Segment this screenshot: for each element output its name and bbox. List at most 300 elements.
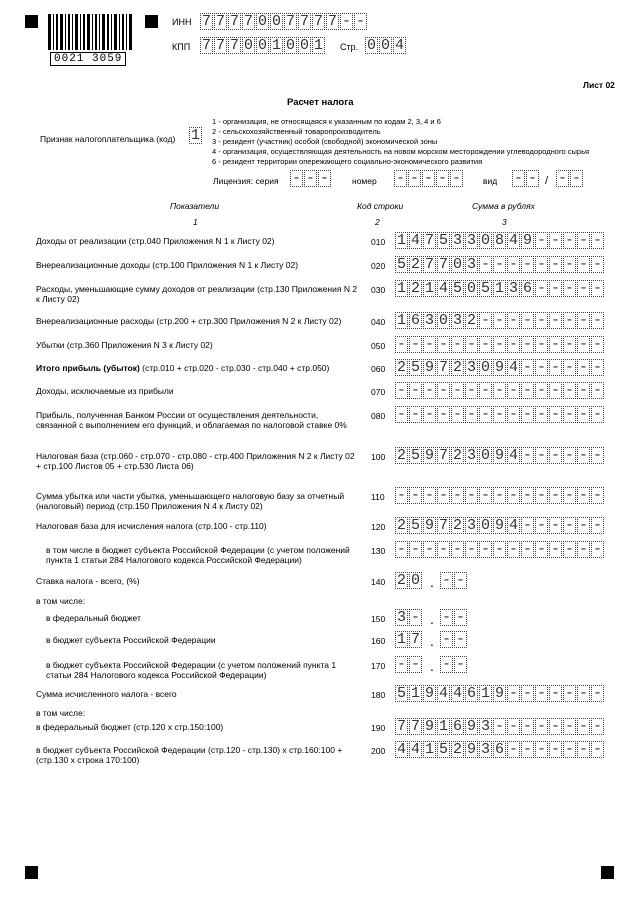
digit-cell: 7 bbox=[243, 13, 253, 30]
digit-cell: - bbox=[592, 232, 602, 249]
license-number-label: номер bbox=[352, 176, 377, 186]
digit-cell: - bbox=[550, 336, 560, 353]
digit-cell: - bbox=[452, 382, 462, 399]
corner-marker-bottom-left bbox=[25, 866, 38, 879]
digit-cell: - bbox=[536, 336, 546, 353]
digit-cell: 3 bbox=[452, 232, 462, 249]
license-slash: / bbox=[545, 175, 549, 187]
digit-cell: 7 bbox=[438, 517, 448, 534]
row-code: 160 bbox=[371, 636, 386, 646]
digit-cell: - bbox=[396, 656, 406, 673]
sheet-label: Лист 02 bbox=[583, 80, 615, 90]
column-number-3: 3 bbox=[502, 217, 507, 227]
digit-cell: 0 bbox=[243, 37, 253, 54]
digit-cell: 7 bbox=[201, 37, 211, 54]
digit-cell: - bbox=[455, 656, 465, 673]
row-label-text: в том числе в бюджет субъекта Российской Федерации (с учетом положений пункта 1 статьи 284 Налогового кодекса Российской Федерации) bbox=[46, 545, 350, 565]
digit-cell: - bbox=[410, 406, 420, 423]
digit-cell: 7 bbox=[229, 13, 239, 30]
license-number-cells bbox=[394, 170, 464, 187]
row-label-text: Ставка налога - всего, (%) bbox=[36, 576, 140, 586]
digit-cell: - bbox=[527, 170, 537, 187]
digit-cell: - bbox=[452, 406, 462, 423]
digit-cell: - bbox=[564, 280, 574, 297]
digit-cell: - bbox=[550, 517, 560, 534]
amount-cells bbox=[395, 487, 605, 504]
digit-cell: - bbox=[508, 487, 518, 504]
digit-cell: 2 bbox=[396, 517, 406, 534]
row-code: 050 bbox=[371, 341, 386, 351]
row-code: 200 bbox=[371, 746, 386, 756]
digit-cell: - bbox=[578, 447, 588, 464]
row-label bbox=[46, 660, 358, 680]
digit-cell: - bbox=[578, 487, 588, 504]
digit-cell: - bbox=[557, 170, 567, 187]
digit-cell: - bbox=[480, 336, 490, 353]
amount-cells bbox=[395, 517, 605, 534]
digit-cell: 9 bbox=[494, 685, 504, 702]
digit-cell: - bbox=[564, 685, 574, 702]
row-label bbox=[36, 236, 358, 246]
row-label bbox=[36, 260, 358, 270]
digit-cell: - bbox=[438, 541, 448, 558]
digit-cell: 3 bbox=[466, 256, 476, 273]
digit-cell: 5 bbox=[452, 280, 462, 297]
digit-cell: 9 bbox=[494, 517, 504, 534]
digit-cell: - bbox=[522, 741, 532, 758]
digit-cell: - bbox=[441, 631, 451, 648]
rate-fraction-cells bbox=[440, 631, 468, 648]
digit-cell: 9 bbox=[522, 232, 532, 249]
row-label-text: Доходы от реализации (стр.040 Приложения N 1 к Листу 02) bbox=[36, 236, 275, 246]
decimal-point: . bbox=[430, 611, 434, 627]
digit-cell: - bbox=[592, 359, 602, 376]
license-series-label: Лицензия: серия bbox=[213, 176, 279, 186]
digit-cell: - bbox=[522, 685, 532, 702]
amount-cells bbox=[395, 741, 605, 758]
digit-cell: - bbox=[480, 406, 490, 423]
row-label-text: в бюджет субъекта Российской Федерации bbox=[46, 635, 216, 645]
digit-cell: - bbox=[480, 487, 490, 504]
digit-cell: 0 bbox=[410, 572, 420, 589]
digit-cell: - bbox=[424, 336, 434, 353]
digit-cell: 0 bbox=[466, 280, 476, 297]
digit-cell: - bbox=[536, 382, 546, 399]
row-label-text: в федеральный бюджет (стр.120 x стр.150:100) bbox=[36, 722, 224, 732]
digit-cell: 4 bbox=[396, 741, 406, 758]
taxpayer-legend bbox=[212, 117, 589, 167]
digit-cell: 2 bbox=[452, 447, 462, 464]
digit-cell: 4 bbox=[410, 232, 420, 249]
digit-cell: - bbox=[578, 541, 588, 558]
digit-cell: - bbox=[564, 359, 574, 376]
row-code: 130 bbox=[371, 546, 386, 556]
row-label bbox=[46, 613, 358, 623]
digit-cell: 5 bbox=[410, 517, 420, 534]
digit-cell: - bbox=[592, 280, 602, 297]
digit-cell: - bbox=[452, 487, 462, 504]
digit-cell: 5 bbox=[438, 741, 448, 758]
decimal-point: . bbox=[430, 658, 434, 674]
amount-cells bbox=[395, 718, 605, 735]
row-label bbox=[36, 596, 358, 606]
digit-cell: 7 bbox=[396, 718, 406, 735]
digit-cell: - bbox=[410, 609, 420, 626]
column-number-1: 1 bbox=[193, 217, 198, 227]
amount-cells bbox=[395, 447, 605, 464]
digit-cell: - bbox=[466, 336, 476, 353]
row-label-text: Внереализационные расходы (стр.200 + стр.300 Приложения N 2 к Листу 02) bbox=[36, 316, 342, 326]
digit-cell: 7 bbox=[215, 13, 225, 30]
digit-cell: - bbox=[494, 487, 504, 504]
barcode-number: 0021 3059 bbox=[50, 52, 126, 66]
digit-cell: - bbox=[550, 312, 560, 329]
digit-cell: - bbox=[522, 487, 532, 504]
digit-cell: 3 bbox=[452, 312, 462, 329]
decimal-point: . bbox=[430, 633, 434, 649]
rate-integer-cells bbox=[395, 656, 423, 673]
digit-cell: - bbox=[564, 312, 574, 329]
digit-cell: - bbox=[550, 685, 560, 702]
digit-cell: 5 bbox=[480, 280, 490, 297]
row-label bbox=[36, 451, 358, 471]
legend-line: 4 - организация, осуществляющая деятельность на новом морском месторождении углеводородного сырья bbox=[212, 147, 590, 156]
digit-cell: - bbox=[455, 572, 465, 589]
digit-cell: 3 bbox=[480, 741, 490, 758]
digit-cell: - bbox=[536, 541, 546, 558]
digit-cell: - bbox=[452, 336, 462, 353]
row-label bbox=[36, 722, 358, 732]
digit-cell: 0 bbox=[257, 37, 267, 54]
row-label-text: в том числе: bbox=[36, 596, 86, 606]
digit-cell: 7 bbox=[327, 13, 337, 30]
digit-cell: - bbox=[536, 718, 546, 735]
column-number-2: 2 bbox=[375, 217, 380, 227]
digit-cell: 6 bbox=[522, 280, 532, 297]
digit-cell: - bbox=[550, 718, 560, 735]
amount-cells bbox=[395, 280, 605, 297]
digit-cell: 9 bbox=[424, 447, 434, 464]
row-label bbox=[36, 521, 358, 531]
row-code: 110 bbox=[371, 492, 385, 502]
digit-cell: - bbox=[578, 359, 588, 376]
digit-cell: - bbox=[536, 359, 546, 376]
rate-integer-cells bbox=[395, 631, 423, 648]
digit-cell: 7 bbox=[285, 13, 295, 30]
digit-cell: - bbox=[508, 336, 518, 353]
digit-cell: - bbox=[550, 487, 560, 504]
digit-cell: - bbox=[508, 741, 518, 758]
digit-cell: 2 bbox=[452, 517, 462, 534]
digit-cell: - bbox=[438, 336, 448, 353]
digit-cell: - bbox=[578, 718, 588, 735]
digit-cell: - bbox=[564, 718, 574, 735]
digit-cell: 2 bbox=[396, 359, 406, 376]
digit-cell: 7 bbox=[299, 13, 309, 30]
digit-cell: - bbox=[522, 541, 532, 558]
digit-cell: - bbox=[564, 541, 574, 558]
digit-cell: 4 bbox=[438, 685, 448, 702]
column-header-line-code: Код строки bbox=[357, 201, 404, 211]
kpp-cells bbox=[200, 37, 326, 54]
digit-cell: - bbox=[396, 541, 406, 558]
row-code: 120 bbox=[371, 522, 386, 532]
digit-cell: 5 bbox=[396, 685, 406, 702]
taxpayer-code-cell bbox=[189, 127, 203, 144]
digit-cell: - bbox=[480, 382, 490, 399]
digit-cell: - bbox=[291, 170, 301, 187]
digit-cell: - bbox=[536, 232, 546, 249]
digit-cell: - bbox=[508, 256, 518, 273]
digit-cell: - bbox=[441, 656, 451, 673]
row-label bbox=[36, 363, 358, 373]
digit-cell: - bbox=[592, 336, 602, 353]
row-label-text: в федеральный бюджет bbox=[46, 613, 141, 623]
row-code: 070 bbox=[371, 387, 386, 397]
digit-cell: 7 bbox=[410, 631, 420, 648]
digit-cell: 7 bbox=[313, 13, 323, 30]
digit-cell: - bbox=[396, 382, 406, 399]
license-series-cells bbox=[290, 170, 332, 187]
row-label-bold: Итого прибыль (убыток) bbox=[36, 363, 140, 373]
digit-cell: - bbox=[564, 336, 574, 353]
row-code: 180 bbox=[371, 690, 386, 700]
digit-cell: - bbox=[494, 256, 504, 273]
digit-cell: 9 bbox=[424, 718, 434, 735]
digit-cell: - bbox=[508, 718, 518, 735]
digit-cell: - bbox=[536, 256, 546, 273]
digit-cell: - bbox=[494, 718, 504, 735]
digit-cell: - bbox=[592, 541, 602, 558]
corner-marker-top-right bbox=[145, 15, 158, 28]
rate-integer-cells bbox=[395, 572, 423, 589]
license-kind-a-cells bbox=[512, 170, 540, 187]
row-label-text: Внереализационные доходы (стр.100 Приложения N 1 к Листу 02) bbox=[36, 260, 299, 270]
digit-cell: - bbox=[466, 406, 476, 423]
digit-cell: - bbox=[410, 541, 420, 558]
digit-cell: - bbox=[508, 541, 518, 558]
row-code: 060 bbox=[371, 364, 386, 374]
digit-cell: - bbox=[522, 256, 532, 273]
digit-cell: - bbox=[592, 312, 602, 329]
digit-cell: 0 bbox=[480, 447, 490, 464]
row-label bbox=[46, 635, 358, 645]
digit-cell: 1 bbox=[313, 37, 323, 54]
digit-cell: 4 bbox=[452, 685, 462, 702]
row-label bbox=[36, 410, 358, 430]
digit-cell: - bbox=[319, 170, 329, 187]
digit-cell: - bbox=[578, 280, 588, 297]
digit-cell: 0 bbox=[452, 256, 462, 273]
digit-cell: - bbox=[578, 336, 588, 353]
digit-cell: 0 bbox=[480, 232, 490, 249]
digit-cell: - bbox=[410, 382, 420, 399]
digit-cell: - bbox=[550, 447, 560, 464]
digit-cell: - bbox=[522, 336, 532, 353]
digit-cell: - bbox=[536, 685, 546, 702]
digit-cell: - bbox=[508, 312, 518, 329]
row-code: 190 bbox=[371, 723, 386, 733]
legend-line: 2 - сельскохозяйственный товаропроизводитель bbox=[212, 127, 381, 136]
digit-cell: - bbox=[522, 517, 532, 534]
digit-cell: - bbox=[522, 359, 532, 376]
digit-cell: - bbox=[536, 447, 546, 464]
digit-cell: - bbox=[564, 447, 574, 464]
digit-cell: 5 bbox=[410, 359, 420, 376]
digit-cell: - bbox=[480, 541, 490, 558]
digit-cell: 2 bbox=[396, 447, 406, 464]
barcode bbox=[48, 14, 134, 50]
digit-cell: - bbox=[564, 256, 574, 273]
digit-cell: - bbox=[550, 741, 560, 758]
digit-cell: - bbox=[571, 170, 581, 187]
digit-cell: 2 bbox=[452, 741, 462, 758]
digit-cell: 3 bbox=[396, 609, 406, 626]
digit-cell: - bbox=[522, 718, 532, 735]
license-kind-b-cells bbox=[556, 170, 584, 187]
digit-cell: 9 bbox=[466, 718, 476, 735]
digit-cell: - bbox=[437, 170, 447, 187]
digit-cell: - bbox=[564, 406, 574, 423]
inn-cells bbox=[200, 13, 368, 30]
digit-cell: - bbox=[578, 517, 588, 534]
digit-cell: 5 bbox=[396, 256, 406, 273]
row-label-text: Доходы, исключаемые из прибыли bbox=[36, 386, 174, 396]
rate-fraction-cells bbox=[440, 609, 468, 626]
digit-cell: 1 bbox=[494, 280, 504, 297]
digit-cell: 1 bbox=[480, 685, 490, 702]
row-label bbox=[36, 340, 358, 350]
amount-cells bbox=[395, 312, 605, 329]
row-label bbox=[36, 316, 358, 326]
digit-cell: 0 bbox=[366, 37, 376, 54]
digit-cell: - bbox=[424, 406, 434, 423]
digit-cell: 1 bbox=[424, 280, 434, 297]
digit-cell: - bbox=[441, 572, 451, 589]
row-label-text: Налоговая база (стр.060 - стр.070 - стр.080 - стр.400 Приложения N 2 к Листу 02 + стр.100 Листов 05 + стр.530 Листа 06) bbox=[36, 451, 355, 471]
digit-cell: 7 bbox=[201, 13, 211, 30]
digit-cell: - bbox=[536, 517, 546, 534]
digit-cell: - bbox=[410, 336, 420, 353]
digit-cell: - bbox=[341, 13, 351, 30]
kpp-label: КПП bbox=[172, 42, 191, 52]
rate-fraction-cells bbox=[440, 572, 468, 589]
row-code: 030 bbox=[371, 285, 386, 295]
digit-cell: 2 bbox=[452, 359, 462, 376]
decimal-point: . bbox=[430, 574, 434, 590]
amount-cells bbox=[395, 256, 605, 273]
digit-cell: - bbox=[578, 741, 588, 758]
row-label-text: (стр.010 + стр.020 - стр.030 - стр.040 + стр.050) bbox=[139, 363, 330, 373]
digit-cell: 0 bbox=[380, 37, 390, 54]
digit-cell: - bbox=[550, 541, 560, 558]
digit-cell: - bbox=[494, 382, 504, 399]
digit-cell: - bbox=[536, 406, 546, 423]
digit-cell: - bbox=[480, 312, 490, 329]
row-label-text: Сумма исчисленного налога - всего bbox=[36, 689, 177, 699]
digit-cell: 0 bbox=[438, 312, 448, 329]
digit-cell: - bbox=[550, 232, 560, 249]
digit-cell: - bbox=[522, 447, 532, 464]
digit-cell: 4 bbox=[508, 359, 518, 376]
row-code: 080 bbox=[371, 411, 386, 421]
digit-cell: - bbox=[592, 382, 602, 399]
digit-cell: 0 bbox=[257, 13, 267, 30]
digit-cell: - bbox=[522, 382, 532, 399]
digit-cell: 5 bbox=[410, 447, 420, 464]
row-label bbox=[36, 576, 358, 586]
digit-cell: - bbox=[424, 487, 434, 504]
digit-cell: 1 bbox=[410, 685, 420, 702]
corner-marker-bottom-right bbox=[601, 866, 614, 879]
digit-cell: - bbox=[578, 312, 588, 329]
digit-cell: - bbox=[466, 487, 476, 504]
digit-cell: - bbox=[494, 336, 504, 353]
rate-fraction-cells bbox=[440, 656, 468, 673]
amount-cells bbox=[395, 382, 605, 399]
digit-cell: 0 bbox=[299, 37, 309, 54]
digit-cell: 2 bbox=[466, 312, 476, 329]
license-kind-label: вид bbox=[483, 176, 498, 186]
row-code: 140 bbox=[371, 577, 386, 587]
digit-cell: 4 bbox=[394, 37, 404, 54]
digit-cell: - bbox=[578, 232, 588, 249]
digit-cell: - bbox=[396, 406, 406, 423]
digit-cell: 9 bbox=[424, 685, 434, 702]
digit-cell: 1 bbox=[396, 280, 406, 297]
digit-cell: 7 bbox=[438, 359, 448, 376]
digit-cell: 7 bbox=[438, 256, 448, 273]
digit-cell: - bbox=[355, 13, 365, 30]
digit-cell: 5 bbox=[438, 232, 448, 249]
digit-cell: 1 bbox=[190, 127, 200, 144]
legend-line: 6 - резидент территории опережающего социально-экономического развития bbox=[212, 157, 483, 166]
rate-integer-cells bbox=[395, 609, 423, 626]
digit-cell: - bbox=[536, 741, 546, 758]
row-label bbox=[46, 545, 358, 565]
digit-cell: - bbox=[438, 406, 448, 423]
page-label: Стр. bbox=[340, 42, 359, 52]
digit-cell: - bbox=[438, 382, 448, 399]
digit-cell: - bbox=[522, 406, 532, 423]
digit-cell: 1 bbox=[396, 232, 406, 249]
digit-cell: - bbox=[578, 256, 588, 273]
digit-cell: - bbox=[550, 359, 560, 376]
amount-cells bbox=[395, 359, 605, 376]
digit-cell: - bbox=[410, 487, 420, 504]
legend-line: 1 - организация, не относящаяся к указанным по кодам 2, 3, 4 и 6 bbox=[212, 117, 441, 126]
row-code: 020 bbox=[371, 261, 386, 271]
digit-cell: - bbox=[578, 382, 588, 399]
amount-cells bbox=[395, 541, 605, 558]
digit-cell: - bbox=[508, 685, 518, 702]
digit-cell: 4 bbox=[508, 517, 518, 534]
digit-cell: 7 bbox=[424, 256, 434, 273]
digit-cell: 4 bbox=[438, 280, 448, 297]
digit-cell: 9 bbox=[494, 447, 504, 464]
digit-cell: 4 bbox=[410, 741, 420, 758]
page-cells bbox=[365, 37, 407, 54]
digit-cell: - bbox=[564, 517, 574, 534]
digit-cell: 9 bbox=[424, 359, 434, 376]
row-label-text: Расходы, уменьшающие сумму доходов от реализации (стр.130 Приложения N 2 к Листу 02) bbox=[36, 284, 358, 304]
digit-cell: - bbox=[424, 382, 434, 399]
digit-cell: 3 bbox=[466, 447, 476, 464]
digit-cell: 0 bbox=[480, 517, 490, 534]
row-label bbox=[36, 386, 358, 396]
digit-cell: - bbox=[564, 487, 574, 504]
digit-cell: 1 bbox=[271, 37, 281, 54]
